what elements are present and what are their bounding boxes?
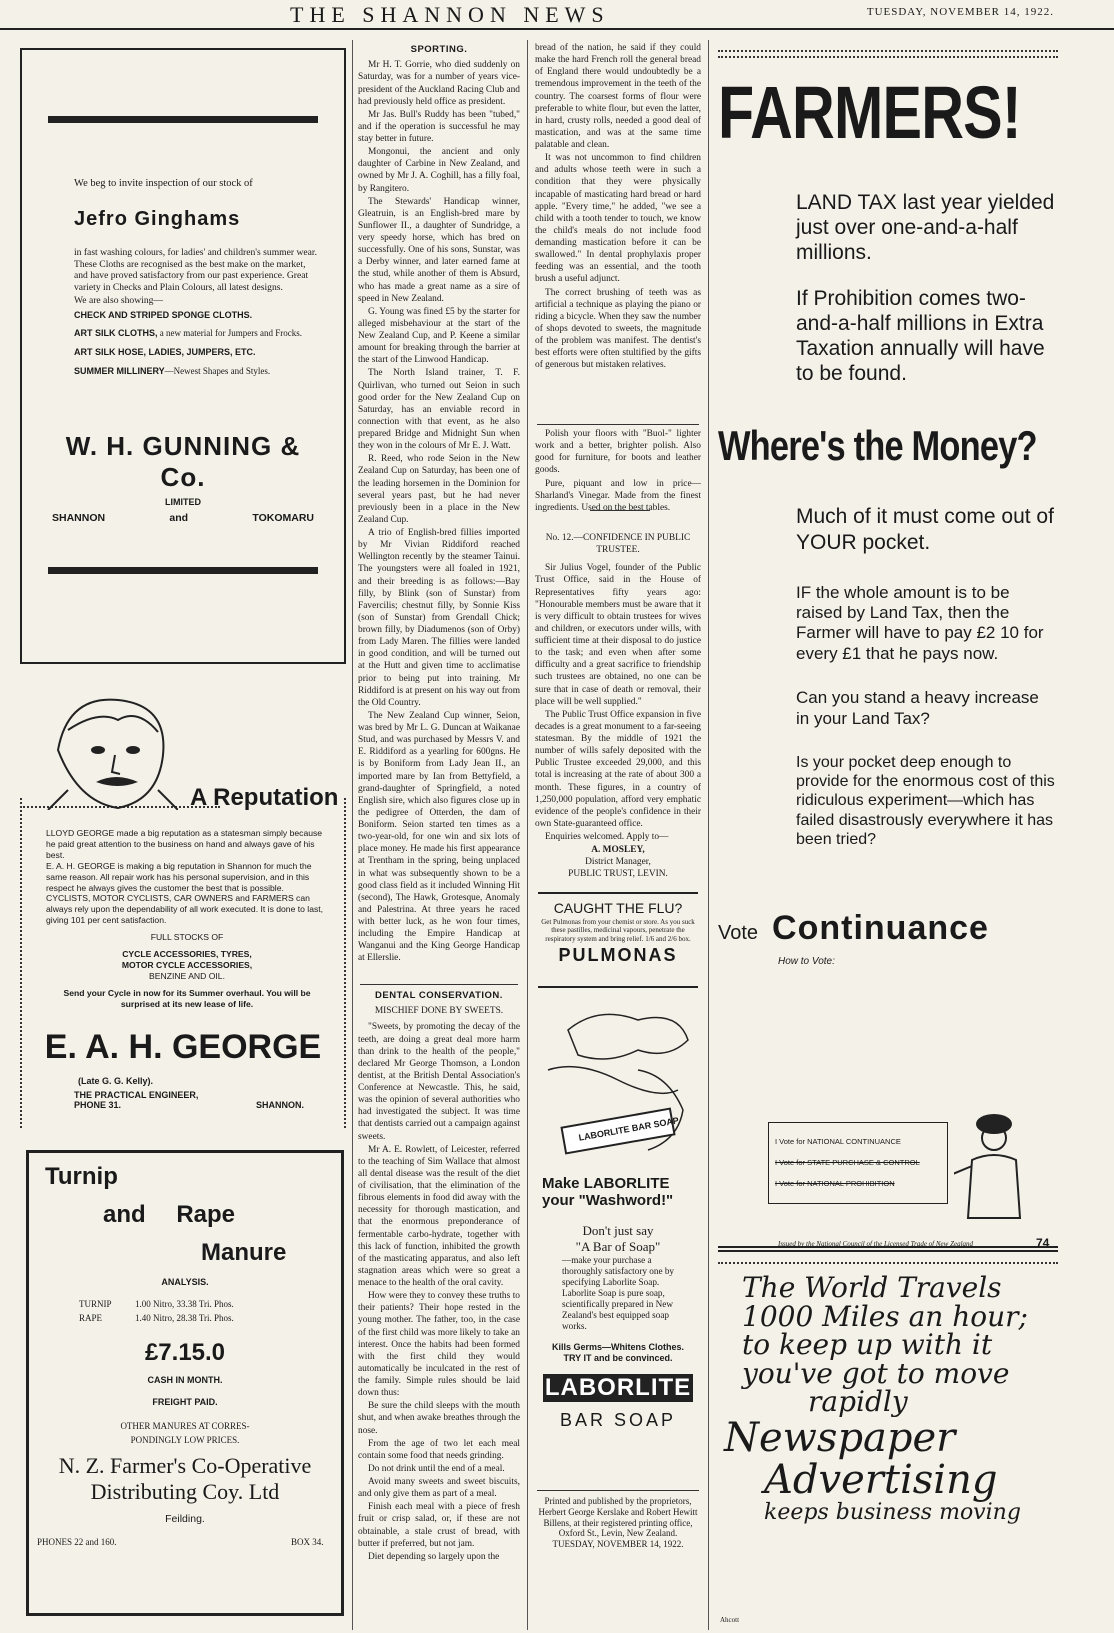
- advert-line-1: The World Travels: [742, 1271, 1002, 1304]
- prohibition-text: If Prohibition comes two-and-a-half millions in Extra Taxation annually will have to be found.: [796, 286, 1045, 386]
- lloyd-george-portrait: [38, 690, 178, 810]
- advert-line-3: to keep up with it: [742, 1328, 993, 1362]
- manure-advert: [26, 1150, 344, 1616]
- manure-line-1: Turnip: [45, 1163, 118, 1190]
- advert-line-5: rapidly: [808, 1385, 908, 1419]
- gunning-firm: W. H. GUNNING & Co.: [65, 430, 301, 492]
- article-para: A trio of English-bred fillies imported by Mr Vivian Riddiford reached Wellington recently by the steamer Tainui. The youngsters were all foaled in 1921, and their breeding is as follows:—Bay filly, by Blink (son of Sunstar) from Favercilis; chestnut filly, by Sonnie Kiss (son of Sunstar) from Grendall Chick; brown filly, by Diadumenos (son of Orby) from Lady Maren. The fillies were landed in good condition, and will be turned out at the Hutt and given time to acclimatise prior to being put into training. Mr Riddiford is at present on his way out from the Old Country.: [358, 528, 520, 708]
- manure-other-2: PONDINGLY LOW PRICES.: [130, 1435, 240, 1445]
- manure-row-turnip: TURNIP 1.00 Nitro, 33.38 Tri. Phos.: [79, 1299, 234, 1309]
- article-para: "Sweets, by promoting the decay of the teeth, are doing a great deal more harm than drink to the health of the people," declared Mr George Thomson, a London dentist, at the British Dental Association's Conference at Newcastle. This, he said, was the opinion of several authorities who had investigated the subject. It was time that dentists carried out a campaign against sweets.: [358, 1022, 520, 1142]
- how-to-vote: How to Vote:: [778, 955, 835, 967]
- gunning-advert: [20, 48, 346, 664]
- newspaper-title: THE SHANNON NEWS: [290, 2, 610, 27]
- advert-line-6: Newspaper: [724, 1414, 956, 1461]
- laborlite-brand: LABORLITE: [544, 1373, 692, 1401]
- advert-line-2: 1000 Miles an hour;: [742, 1299, 1028, 1333]
- gunning-limited: LIMITED: [165, 496, 201, 507]
- issued-by: Issued by the National Council of the Licensed Trade of New Zealand: [778, 1240, 974, 1248]
- pulmonas-advert: CAUGHT THE FLU? Get Pulmonas from your chemist or store. As you suck these pastilles, medicinal vapours, penetrate the respiratory system and bring relief. 1/6 and 2/6 box. PULMONAS: [538, 892, 698, 988]
- manure-freight: FREIGHT PAID.: [152, 1397, 218, 1407]
- divider: [360, 984, 518, 985]
- laborlite-bar: "A Bar of Soap": [575, 1239, 661, 1254]
- soap-illustration: [538, 1000, 698, 1170]
- experiment-text: Is your pocket deep enough to provide for the enormous cost of this ridiculous experiment—which has failed disastrously everywhere it has been tried?: [796, 754, 1055, 848]
- laborlite-advert: [538, 1000, 698, 1476]
- laborlite-bar-soap: BAR SOAP: [559, 1409, 677, 1430]
- george-engineer: THE PRACTICAL ENGINEER,: [74, 1090, 199, 1100]
- gunning-headline: Jefro Ginghams: [74, 208, 241, 231]
- divider: [537, 1490, 699, 1491]
- bottom-bar: [48, 567, 318, 574]
- article-para: Be sure the child sleeps with the mouth shut, and when awake breathes through the nose.: [358, 1401, 520, 1436]
- article-para: How were they to convey these truths to their patients? Their hope rested in the young mother. The father, too, in the case of the first child was more likely to take an interest. Once the habits had been formed with the first child they would automatically be inculcated in the rest of the family. Simple rules should be laid down thus:: [358, 1291, 520, 1399]
- article-para: Mr H. T. Gorrie, who died suddenly on Saturday, was for a number of years vice-president of the Auckland Racing Club and had previously held office as president.: [358, 60, 520, 107]
- pattern-bar: [718, 50, 1058, 58]
- manure-firm-1: N. Z. Farmer's Co-Operative: [58, 1453, 312, 1478]
- imprint: Printed and published by the proprietors, Herbert George Kerslake and Robert Hewitt Billens, at their registered printing office, Oxford St., Levin, New Zealand. TUESDAY, NOVEMBER 14, 1922.: [538, 1496, 698, 1550]
- column-rule: [352, 40, 353, 1630]
- article-para: Mr A. E. Rowlett, of Leicester, referred to the teaching of Sim Wallace that almost all dental disease was the result of the diet of civilisation, that the elimination of the fibrous elements in food did away with the necessity for thorough mastication, and that the enormous preponderance of fermentable carbo-hydrate, together with this lack of function, inhibited the growth of the masticating apparatus, and also left stagnation areas which were so great a menace to the health of the oral cavity.: [358, 1144, 520, 1288]
- gunning-towns: SHANNON and TOKOMARU: [52, 511, 314, 524]
- george-body: LLOYD GEORGE made a big reputation as a statesman simply because he paid great attention to the business on hand and always gave of his best. E. A. H. GEORGE is making a big reputation in Shannon for much the same reason. All repair work has his personal supervision, and in this respect he always gives the customer the best that is possible. CYCLISTS, MOTOR CYCLISTS, CAR OWNERS and FARMERS can always rely upon the dependability of all work executed. It is done to last, giving 101 per cent satisfaction. FULL STOCKS OF CYCLE ACCESSORIES, TYRES, MOTOR CYCLE ACCESSORIES, BENZINE AND OIL. Send your Cycle in now for its Summer overhaul. You will be surprised at its new lease of life.: [46, 828, 324, 1009]
- gunning-item-1: CHECK AND STRIPED SPONGE CLOTHS.: [74, 309, 253, 320]
- laborlite-dont: Don't just say: [582, 1223, 654, 1238]
- right-border: [344, 798, 346, 1128]
- divider: [590, 510, 650, 511]
- george-late: (Late G. G. Kelly).: [78, 1076, 154, 1086]
- manure-firm-2: Distributing Coy. Ltd: [90, 1479, 280, 1504]
- article-para: G. Young was fined £5 by the starter for alleged misbehaviour at the start of the New Zealand Cup, and P. Keene a similar amount for breaking through the barrier at the start of the Linwood Handicap.: [358, 306, 520, 366]
- george-heading: A Reputation: [190, 784, 339, 811]
- article-para: The Stewards' Handicap winner, Gleatruin, is an English-bred mare by Sunflower II., a daughter of Sundridge, a very speedy horse, which has bred on successfully. One of his sons, Sunstar, was a Derby winner, and later earned fame at the stud, while another of them is Absurd, who has made a great name as a sire of speed in New Zealand.: [358, 196, 520, 304]
- land-tax-text: LAND TAX last year yielded just over one-and-a-half millions.: [796, 191, 1055, 265]
- newspaper-advertising-advert: [718, 1246, 1058, 1626]
- polish-notice: Polish your floors with "Buol-" lighter work and a better, brighter polish. Also good for furniture, for boots and leather goods. Pure, piquant and low in price—Sharland's Vinegar. Made from the finest ingredients. Used on the best tables.: [535, 429, 701, 513]
- article-para: R. Reed, who rode Seion in the New Zealand Cup on Saturday, has been one of the leading horsemen in the Dominion for several years past, but he had never previously been in a place in the New Zealand Cup.: [358, 454, 520, 525]
- money-headline: Where's the Money?: [718, 422, 1037, 470]
- column-rule: [527, 40, 528, 1630]
- article-para: Mongonui, the ancient and only daughter of Carbine in New Zealand, and owned by Mr J. A. Coghill, has a filly foal, by Rangitero.: [358, 147, 520, 194]
- laborlite-body: —make your purchase a thoroughly satisfactory one by specifying Laborlite Soap. Laborlite Soap is pure soap, scientifically prepared in New Zealand's best equipped soap works.: [562, 1255, 675, 1332]
- dental-subheading: MISCHIEF DONE BY SWEETS.: [374, 1006, 504, 1017]
- gunning-item-2: ART SILK CLOTHS, a new material for Jumpers and Frocks.: [74, 328, 302, 339]
- dental-continued: [535, 42, 701, 422]
- george-phone: PHONE 31.: [74, 1100, 122, 1110]
- ballot-box: [768, 1122, 948, 1204]
- george-name: E. A. H. GEORGE: [44, 1028, 322, 1066]
- gunning-intro: We beg to invite inspection of our stock of: [74, 178, 253, 189]
- ballot-option: I Vote for NATIONAL PROHIBITION: [775, 1179, 895, 1188]
- voter-figure: [954, 1100, 1034, 1220]
- article-para: Avoid many sweets and sweet biscuits, and only give them as part of a meal.: [358, 1477, 520, 1500]
- sporting-heading: SPORTING.: [410, 44, 468, 55]
- laborlite-kills: Kills Germs—Whitens Clothes.: [551, 1342, 685, 1353]
- ballot-option: I Vote for STATE PURCHASE & CONTROL: [775, 1158, 920, 1167]
- manure-box: BOX 34.: [291, 1537, 324, 1547]
- dental-heading: DENTAL CONSERVATION.: [375, 990, 503, 1001]
- land-tax-raise-text: IF the whole amount is to be raised by Land Tax, then the Farmer will have to pay £2 10 for every £1 that he pays now.: [796, 582, 1044, 663]
- vote-line: Vote Continuance: [718, 908, 989, 947]
- article-para: From the age of two let each meal contain some food that needs grinding.: [358, 1438, 520, 1461]
- article-para: Mr Jas. Bull's Ruddy has been "tubed," and if the operation is successful he may stay better in future.: [358, 109, 520, 144]
- manure-line-3: Manure: [201, 1239, 287, 1266]
- gunning-item-4: SUMMER MILLINERY—Newest Shapes and Styles.: [74, 366, 271, 377]
- farmers-advert: [718, 40, 1058, 1250]
- manure-line-2: and Rape: [103, 1201, 236, 1228]
- gunning-desc: in fast washing colours, for ladies' and children's summer wear. These Cloths are recognised as the best make on the market, and have proved satisfactory from our past experience. Great variety in Checks and Plain Colours, all latest designs.: [74, 247, 317, 293]
- divider: [537, 424, 699, 425]
- george-town: SHANNON.: [256, 1100, 305, 1110]
- article-para: bread of the nation, he said if they could make the hard French roll the general bread of England there would undoubtedly be a tremendous improvement in the teeth of the country. The coarsest forms of flour were preferable to white flour, but even the latter, in hard, crusty rolls, needed a good deal of mastication, and was at the same time palatable and clean.: [535, 43, 701, 150]
- article-para: Do not drink until the end of a meal.: [368, 1463, 505, 1474]
- left-border: [20, 798, 22, 1128]
- soap-bar-label: LABORLITE BAR SOAP: [577, 1115, 680, 1143]
- article-para: The correct brushing of teeth was as artificial a technique as playing the piano or riding a bicycle. When they saw the number of shops devoted to sweets, the magnitude of the problem was manifest. The dentist's best efforts were often stultified by the gifts of generous but mistaken relatives.: [535, 287, 701, 371]
- issue-date: TUESDAY, NOVEMBER 14, 1922.: [866, 6, 1054, 18]
- article-para: Finish each meal with a piece of fresh fruit or crisp salad, or, if these are not obtainable, a stale crust of bread, with butter if preferred, but not jam.: [358, 1502, 520, 1549]
- manure-cash: CASH IN MONTH.: [147, 1375, 223, 1385]
- manure-other-1: OTHER MANURES AT CORRES-: [120, 1421, 250, 1431]
- sporting-column: [358, 42, 520, 982]
- advert-line-4: you've got to move: [742, 1356, 1010, 1390]
- advert-line-8: keeps business moving: [764, 1499, 1021, 1525]
- laborlite-try: TRY IT and be convinced.: [563, 1353, 673, 1364]
- gunning-also: We are also showing—: [74, 295, 164, 307]
- george-advert: [20, 688, 346, 1138]
- gunning-item-3: ART SILK HOSE, LADIES, JUMPERS, ETC.: [74, 347, 256, 358]
- article-para: Diet depending so largely upon the: [368, 1551, 500, 1562]
- article-para: The New Zealand Cup winner, Seion, was bred by Mr L. G. Duncan at Waikanae Stud, and was purchased by Messrs V. and E. Riddiford as a yearling for 600gns. He is by Boniform from Lady Jean II., an imported mare by Ian from Bettyfield, a grand-daughter of Springfield, a noted English sire, which also figures close up in the pedigree of Otterden, the dam of Boniform. Seion started ten times as a two-year-old, for one win and six lots of place money. He made his first appearance at Trentham in the spring, being unplaced in what was subsequently shown to be a good class field as it included Winning Hit (second), The Hawk, Grotesque, Anomaly and Palestrina. At three years he raced with better luck, as he won four times, including the Empire Handicap at Wanganui and the King George Handicap at Ellerslie.: [358, 710, 520, 964]
- dental-column: [358, 988, 520, 1628]
- increase-text: Can you stand a heavy increase in your Land Tax?: [796, 688, 1039, 728]
- manure-town: Feilding.: [165, 1513, 205, 1525]
- artist-signature: Ahcott: [720, 1616, 740, 1624]
- manure-price: £7.15.0: [144, 1339, 226, 1366]
- manure-row-rape: RAPE 1.40 Nitro, 28.38 Tri. Phos.: [79, 1313, 234, 1323]
- public-trust-notice: No. 12.—CONFIDENCE IN PUBLIC TRUSTEE. Sir Julius Vogel, founder of the Public Trust Office, said in the House of Representatives fifty years ago: "Honourable members must be aware that it is very difficult to obtain trustees for wives and children, or executors under wills, with sufficient time at their disposal to do justice to the task; and even when after some difficulty and a great sacrifice to friendship such trustees are obtained, no one can be sure that in case of death or removal, their place will be well supplied." The Public Trust Office expansion in five decades is a great monument to a far-seeing statesman. By the middle of 1921 the number of wills safely deposited with the Public Trustee exceeded 29,000, and this total is increasing at the rate of about 300 a month. These figures, in a country of 1,250,000 population, afford very emphatic evidence of the people's confidence in their own State-guaranteed office. Enquiries welcomed. Apply to— A. MOSLEY, District Manager, PUBLIC TRUST, LEVIN.: [535, 533, 701, 880]
- top-bar: [48, 116, 318, 123]
- farmers-headline: FARMERS!: [718, 71, 1021, 154]
- ballot-option: I Vote for NATIONAL CONTINUANCE: [775, 1137, 901, 1146]
- article-para: The North Island trainer, T. F. Quirlivan, who turned out Seion in such good order for the New Zealand Cup on Saturday, has an enviable record in connection with that event, as he also prepared Bridge and Midnight Sun when they won in the colours of Mr E. J. Watt.: [358, 368, 520, 452]
- column-rule: [708, 40, 709, 1630]
- article-para: It was not uncommon to find children and adults whose teeth were in such a condition that they were physically incapable of masticating hard bread or hard apple. "Every time," he added, "we see a child with a tooth tender to touch, we know the child's meals do not include food demanding mastication before it can be swallowed." In dental prophylaxis proper feeding was an essential, and the tooth brush a useful adjunct.: [535, 153, 701, 285]
- masthead: [0, 0, 1114, 30]
- pattern-bar: [718, 1256, 1058, 1264]
- advert-number: 74: [1036, 1236, 1050, 1250]
- manure-analysis: ANALYSIS.: [161, 1277, 209, 1287]
- pocket-text: Much of it must come out of YOUR pocket.: [796, 505, 1054, 554]
- laborlite-make: Make LABORLITE: [542, 1175, 670, 1192]
- advert-line-7: Advertising: [764, 1456, 998, 1503]
- laborlite-washword: your "Washword!": [542, 1192, 674, 1209]
- manure-phones: PHONES 22 and 160.: [37, 1537, 117, 1547]
